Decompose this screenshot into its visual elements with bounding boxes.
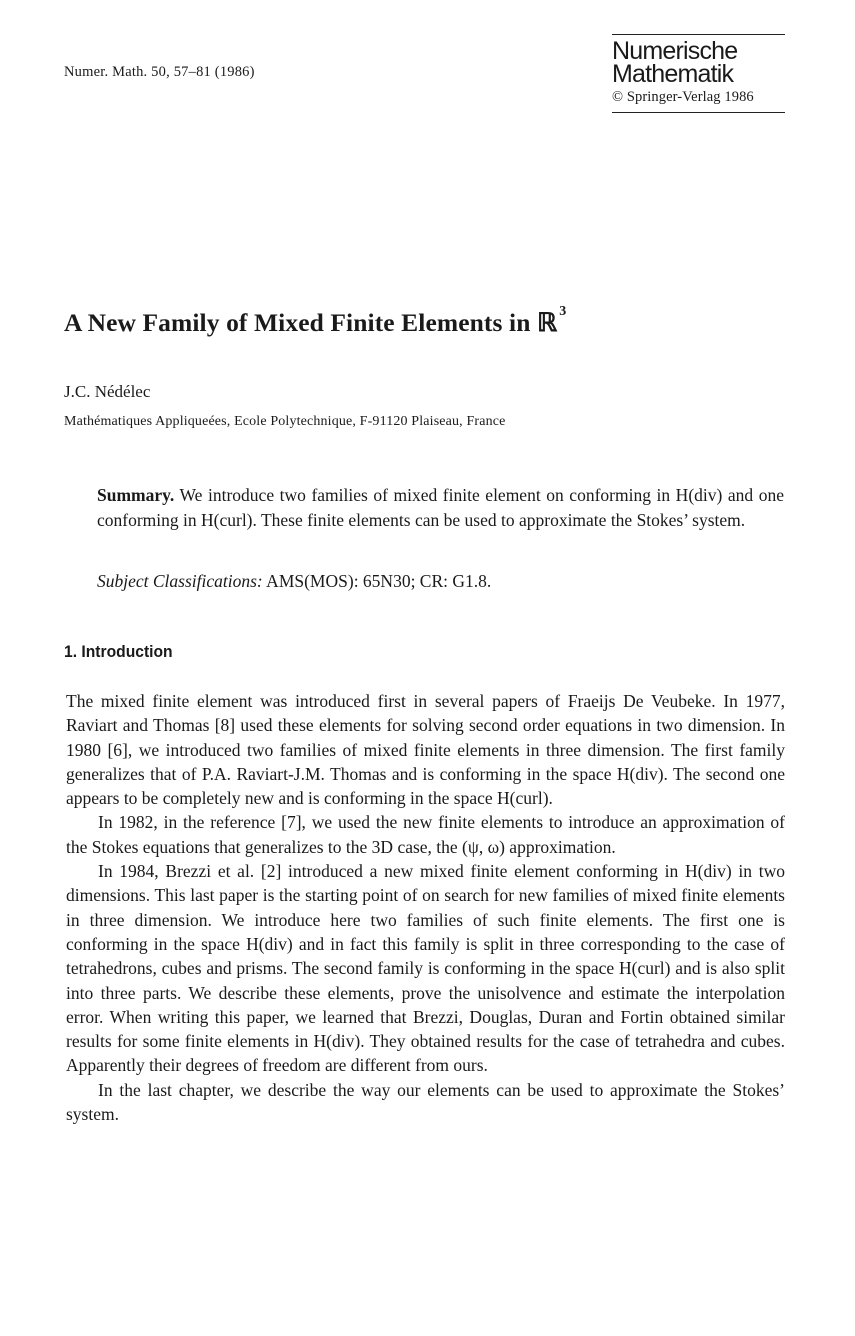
paper-title <box>64 304 567 338</box>
section-heading-introduction: 1. Introduction <box>64 642 173 661</box>
paper-title-superscript: 3 <box>559 304 567 319</box>
summary-text: We introduce two families of mixed finite element on conforming in H(div) and one conforming in H(curl). These finite elements can be used to approximate the Stokes’ system. <box>97 485 784 530</box>
intro-paragraph: In 1982, in the reference [7], we used the new finite elements to introduce an approximation of the Stokes equations that generalizes to the 3D case, the (ψ, ω) approximation. <box>66 812 785 857</box>
journal-name-line1: Numerische <box>612 37 738 65</box>
publisher-copyright: © Springer-Verlag 1986 <box>612 89 754 105</box>
author-affiliation: Mathématiques Appliqueées, Ecole Polytechnique, F-91120 Plaiseau, France <box>64 414 506 429</box>
journal-name-line2: Mathematik <box>612 60 734 88</box>
summary-label: Summary. <box>97 485 175 505</box>
intro-paragraph: The mixed finite element was introduced first in several papers of Fraeijs De Veubeke. In 1977, Raviart and Thomas [8] used these elements for solving second order equations in two dimension. In 1980 [6], we introduced two families of mixed finite elements in three dimension. The first family generalizes that of P.A. Raviart-J.M. Thomas and is conforming in the space H(div). The second one appears to be completely new and is conforming in the space H(curl). <box>66 691 785 809</box>
introduction-body <box>66 689 785 1126</box>
intro-paragraph: In 1984, Brezzi et al. [2] introduced a new mixed finite element conforming in H(div) in two dimensions. This last paper is the starting point of on search for new families of mixed finite elements in three dimension. We introduce here two families of such finite elements. The first one is conforming in the space H(div) and in fact this family is split in three corresponding to the case of tetrahedrons, cubes and prisms. The second family is conforming in the space H(curl) and is also split into three parts. We describe these elements, prove the unisolvence and estimate the interpolation error. When writing this paper, we learned that Brezzi, Douglas, Duran and Fortin obtained similar results for some finite elements in H(div). They obtained results for the case of tetrahedra and cubes. Apparently their degrees of freedom are different from ours. <box>66 861 785 1076</box>
journal-citation: Numer. Math. 50, 57–81 (1986) <box>64 64 255 80</box>
author-name: J.C. Nédélec <box>64 382 151 401</box>
paper-title-text: A New Family of Mixed Finite Elements in ℝ <box>64 308 558 337</box>
summary-block <box>97 483 784 532</box>
subject-label: Subject Classifications: <box>97 571 263 591</box>
subject-classifications <box>97 571 491 592</box>
journal-masthead <box>612 34 785 113</box>
intro-paragraph: In the last chapter, we describe the way our elements can be used to approximate the Stokes’ system. <box>66 1079 785 1125</box>
subject-text: AMS(MOS): 65N30; CR: G1.8. <box>262 571 492 591</box>
